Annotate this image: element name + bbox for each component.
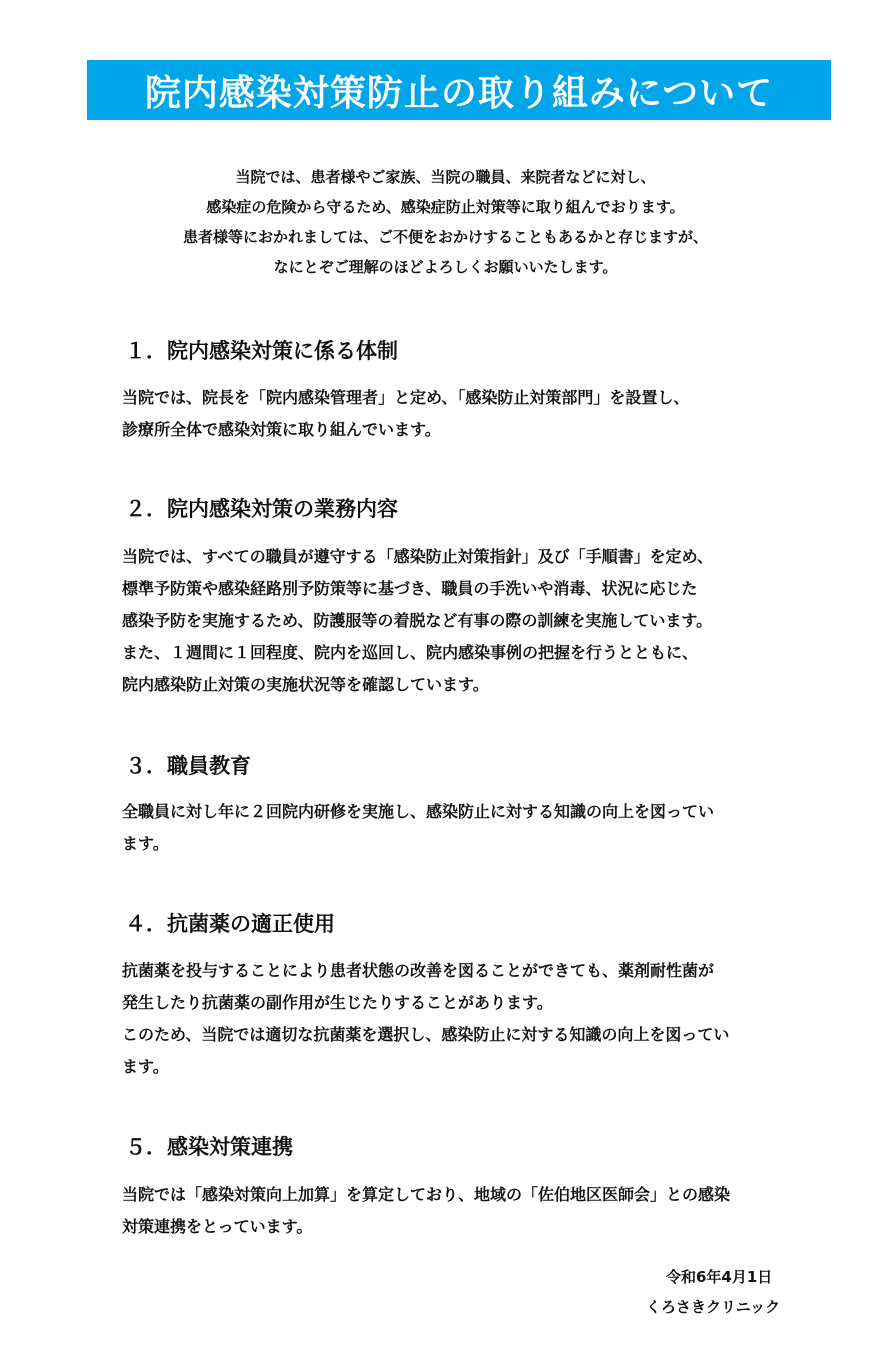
intro-line: 感染症の危険から守るため、感染症防止対策等に取り組んでおります。 bbox=[206, 198, 685, 216]
section-4-line: 発生したり抗菌薬の副作用が生じたりすることがあります。 bbox=[122, 993, 553, 1012]
section-2-body bbox=[122, 541, 842, 701]
section-2-line: 当院では、すべての職員が遵守する「感染防止対策指針」及び「手順書」を定め、 bbox=[122, 547, 714, 566]
clinic-name: くろさきクリニック bbox=[646, 1298, 781, 1316]
issue-date: 令和6年4月1日 bbox=[666, 1268, 773, 1286]
intro-line: 当院では、患者様やご家族、当院の職員、来院者などに対し、 bbox=[235, 168, 656, 186]
section-5-heading: ５．感染対策連携 bbox=[125, 1135, 293, 1159]
section-4-heading: ４．抗菌薬の適正使用 bbox=[125, 912, 335, 936]
section-3-line: 全職員に対し年に２回院内研修を実施し、感染防止に対する知識の向上を図ってい bbox=[122, 802, 715, 821]
section-4-line: ます。 bbox=[122, 1057, 169, 1076]
section-5-line: 当院では「感染対策向上加算」を算定しており、地域の「佐伯地区医師会」との感染 bbox=[122, 1185, 731, 1204]
section-5-line: 対策連携をとっています。 bbox=[122, 1217, 313, 1236]
section-2-line: 標準予防策や感染経路別予防策等に基づき、職員の手洗いや消毒、状況に応じた bbox=[122, 579, 698, 598]
section-4-body bbox=[122, 955, 842, 1083]
section-2-line: 感染予防を実施するため、防護服等の着脱など有事の際の訓練を実施しています。 bbox=[122, 611, 713, 630]
section-1-heading: １．院内感染対策に係る体制 bbox=[125, 339, 398, 363]
section-4-line: 抗菌薬を投与することにより患者状態の改善を図ることができても、薬剤耐性菌が bbox=[122, 961, 715, 980]
section-2-line: 院内感染防止対策の実施状況等を確認しています。 bbox=[122, 675, 489, 694]
intro-line: なにとぞご理解のほどよろしくお願いいたします。 bbox=[273, 258, 618, 276]
intro-line: 患者様等におかれましては、ご不便をおかけすることもあるかと存じますが、 bbox=[182, 228, 708, 246]
section-2-line: また、１週間に１回程度、院内を巡回し、院内感染事例の把握を行うとともに、 bbox=[122, 643, 699, 662]
page-title: 院内感染対策防止の取り組みについて bbox=[144, 72, 774, 114]
section-1-line: 当院では、院長を「院内感染管理者」と定め、「感染防止対策部門」を設置し、 bbox=[122, 388, 690, 407]
title-banner bbox=[87, 60, 831, 120]
intro-paragraph bbox=[0, 162, 891, 282]
section-3-body bbox=[122, 796, 842, 860]
section-5-body bbox=[122, 1179, 842, 1243]
signature-block bbox=[600, 1262, 850, 1322]
section-4-line: このため、当院では適切な抗菌薬を選択し、感染防止に対する知識の向上を図ってい bbox=[122, 1025, 730, 1044]
section-3-line: ます。 bbox=[122, 834, 169, 853]
section-3-heading: ３．職員教育 bbox=[125, 754, 251, 778]
section-1-line: 診療所全体で感染対策に取り組んでいます。 bbox=[122, 420, 441, 439]
section-1-body bbox=[122, 382, 842, 446]
section-2-heading: ２．院内感染対策の業務内容 bbox=[125, 497, 398, 521]
